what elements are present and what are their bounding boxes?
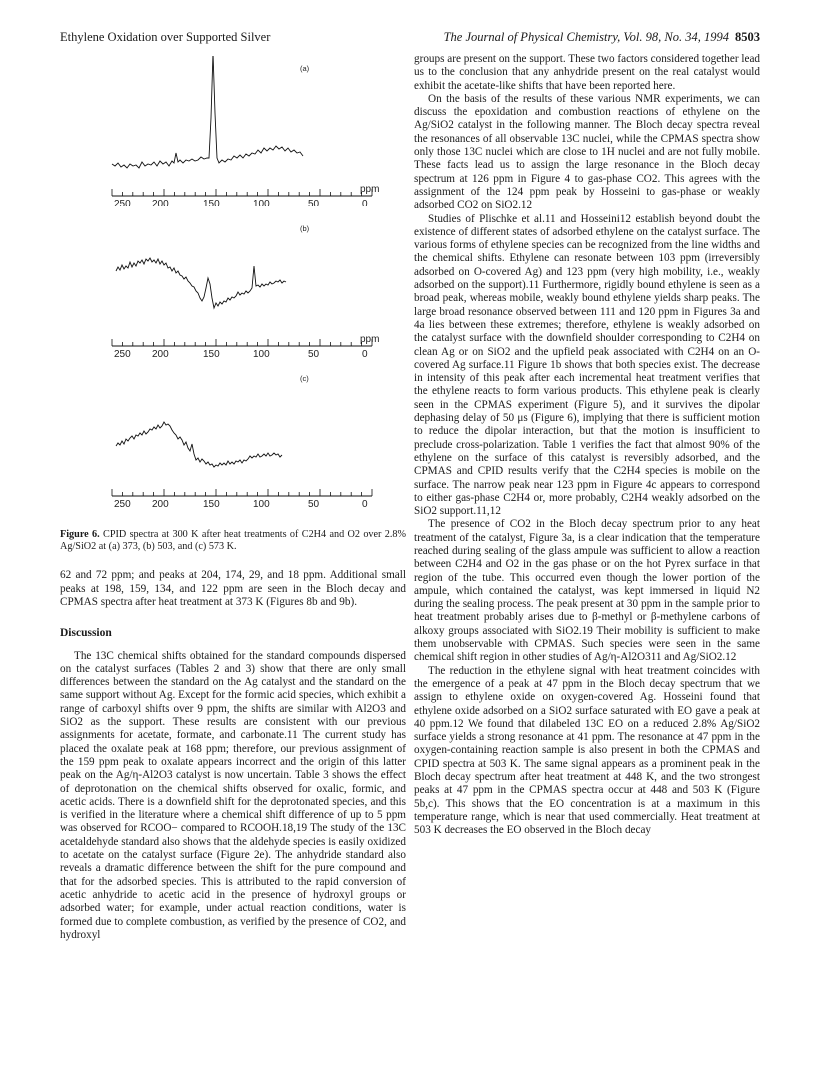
paragraph-1: groups are present on the support. These two factors considered together lead us to the conclusion that any anhydride present on the real catalyst would exhibit the acetate-like shifts that have been reported here. (414, 53, 760, 92)
tick-marks-c (112, 489, 372, 496)
panel-label-a: (a) (300, 64, 310, 73)
tick-label: 200 (152, 349, 169, 360)
tick-label: 50 (308, 199, 320, 206)
tick-label: 0 (362, 199, 368, 206)
spectrum-panel-a (60, 56, 406, 206)
journal-citation (444, 30, 760, 45)
running-header (60, 30, 760, 46)
tick-label: 250 (114, 349, 131, 360)
axis-unit-b: ppm (360, 334, 380, 345)
tick-label: 250 (114, 199, 131, 206)
tick-marks-a (112, 189, 372, 196)
spectrum-axis-c (60, 476, 406, 526)
running-title: Ethylene Oxidation over Supported Silver (60, 30, 271, 44)
spectrum-trace-a (112, 56, 303, 168)
tick-label: 150 (203, 499, 220, 510)
tick-labels-a (114, 199, 368, 206)
paragraph-5: The reduction in the ethylene signal with heat treatment coincides with the emergence of a peak at 47 ppm in the Bloch decay spectrum that we assign to ethylene oxide on oxygen-covered Ag. Hosseini found that ethylene oxide adsorbed on a SiO2 surface saturated with EO gave a peak at 40 ppm.12 We found that dilabeled 13C EO on a reduced 2.8% Ag/SiO2 surface yields a strong resonance at 41 ppm. The resonance at 47 ppm in the oxygen-containing reaction sample is also present in both the CPMAS and CPID spectra at 503 K. The same signal appears as a prominent peak in the Bloch decay spectrum after heat treatment at 448 K, and the two strongest peaks at 47 ppm in the CPMAS spectra occur at 448 and 503 K (Figure 5b,c). This shows that the EO concentration is at a maximum in this temperature range, which is near that used commercially. Heat treatment at 503 K decreases the EO observed in the Bloch decay (414, 664, 760, 837)
panel-label-b: (b) (300, 224, 310, 233)
tick-label: 50 (308, 499, 320, 510)
paragraph-2: On the basis of the results of these various NMR experiments, we can discuss the epoxidation and combustion reactions of ethylene on the Ag/SiO2 catalyst in the following manner. The Bloch decay spectra reveal the resonances of all observable 13C nuclei, while the CPMAS spectra show only those 13C nuclei which are close to 1H nuclei and are not fully mobile. These facts lead us to assign the large resonance in the Bloch decay spectrum at 126 ppm in Figure 4 to gas-phase CO2. This agrees with the assignment of the 124 ppm peak by Hosseini to gas-phase or weakly adsorbed CO2 on SiO2.12 (414, 92, 760, 212)
discussion-paragraph-1: The 13C chemical shifts obtained for the standard compounds dispersed on the catalyst surfaces (Tables 2 and 3) show that there are only small differences between the standard on the Ag catalyst and the standard on the same support without Ag. Except for the formic acid species, which exhibit a range of carboxyl shifts over 9 ppm, the shifts are similar with Al2O3 and SiO2 as the support. These results are consistent with our previous assignments for acetate, formate, and carbonate.11 The current study has placed the oxalate peak at 168 ppm; therefore, our previous assignment of the 159 ppm peak to oxalate appears incorrect and the origin of this latter peak on the Ag/η-Al2O3 catalyst is now uncertain. Table 3 shows the effect of deprotonation on the chemical shifts observed for oxalic, formic, and acetic acids. There is a downfield shift for the deprotonated species, and this is verified in the literature where a chemical shift difference of up to 5 ppm was observed for RCOO− compared to RCOOH.18,19 The study of the 13C acetaldehyde standard also shows that the aldehyde species is easily oxidized to acetate on the catalyst surface (Figure 2e). The anhydride standard also reveals a dramatic difference between the shift for the pure compound and that for the adsorbed species. This is attributed to the rapid conversion of acetic anhydride to acetic acid in the presence of hydroxyl groups or adsorbed water; for example, under actual reaction conditions, water is formed due to complete combustion, as verified by the presence of CO2, and hydroxyl (60, 649, 406, 941)
page-number: 8503 (735, 30, 760, 44)
tick-label: 50 (308, 349, 320, 360)
left-column (60, 56, 406, 942)
spectrum-trace-c (116, 422, 282, 467)
tick-label: 0 (362, 349, 368, 360)
tick-labels-c (114, 499, 368, 510)
caption-label: Figure 6. (60, 529, 100, 540)
section-heading: Discussion (60, 627, 112, 640)
tick-label: 100 (253, 199, 270, 206)
caption-text: CPID spectra at 300 K after heat treatments of C2H4 and O2 over 2.8% Ag/SiO2 at (a) 373, (b) 503, and (c) 573 K. (60, 529, 406, 553)
paragraph-3: Studies of Plischke et al.11 and Hosseini12 establish beyond doubt the existence of different states of adsorbed ethylene on the catalyst surface. The various forms of ethylene species can be recognized from the line widths and the chemical shifts. Ethylene can resonate between 103 ppm (irreversibly adsorbed on O-covered Ag) and 123 ppm (very high mobility, i.e., weakly adsorbed on the support).11 Furthermore, rigidly bound ethylene is seen as a broad peak, whereas mobile, weakly bound ethylene yields sharp peaks. The large broad resonance observed between 111 and 120 ppm in Figures 3a and 4a lies between these extremes; therefore, ethylene is weakly adsorbed on the catalyst surface with the downfield shoulder corresponding to C2H4 on clean Ag or on SiO2 and the upfield peak associated with C2H4 on an O-covered Ag surface.11 Figure 1b shows that both species exist. The decrease in intensity of this peak after each incremental heat treatment verifies that the ethylene reacts to form various products. This ethylene peak is clearly seen in the CPMAS experiment (Figure 5), and it survives the dipolar dephasing delay of 50 μs (Figure 6), implying that there is sufficient motion to reduce the dipolar interaction, but that the motion is insufficient to preclude cross-polarization. Table 1 verifies the fact that almost 90% of the ethylene on the surface of this catalyst is reversibly adsorbed, and the CPMAS and CPID results verify that the C2H4 species is mobile on the surface. The narrow peak near 123 ppm in Figure 4c appears to correspond to either gas-phase C2H4 or, more probably, C2H4 weakly adsorbed on the SiO2 support.11,12 (414, 212, 760, 518)
tick-label: 100 (253, 349, 270, 360)
tick-label: 0 (362, 499, 368, 510)
paragraph-continued: 62 and 72 ppm; and peaks at 204, 174, 29, and 18 ppm. Additional small peaks at 198, 159, 134, and 122 ppm are seen in the Bloch decay and CPMAS spectra after heat treatment at 373 K (Figures 8b and 9b). (60, 569, 406, 608)
tick-label: 100 (253, 499, 270, 510)
tick-label: 150 (203, 349, 220, 360)
spectrum-panel-b (60, 216, 406, 366)
tick-label: 200 (152, 199, 169, 206)
tick-label: 200 (152, 499, 169, 510)
right-column (414, 53, 760, 838)
tick-label: 250 (114, 499, 131, 510)
tick-marks-b (112, 339, 372, 346)
tick-label: 150 (203, 199, 220, 206)
spectrum-trace-b (116, 258, 286, 308)
figure-6 (60, 56, 406, 523)
paragraph-4: The presence of CO2 in the Bloch decay spectrum prior to any heat treatment of the catalyst, Figure 3a, is a clear indication that the temperature reached during sealing of the glass ampule was sufficient to allow a reaction between C2H4 and O2 in the gas phase or on the hot Pyrex surface in that region of the tube. This occurred even though the lower portion of the ampule, which contained the catalyst, was kept immersed in liquid N2 during the sealing process. The peak present at 30 ppm in the sample prior to heat treatment probably arises due to β-methyl or β-methylene carbons of alkoxy groups associated with SiO2.19 Their mobility is sufficient to make them unobservable with CPMAS. Such species were seen in the same chemical shift region in other studies of Ag/η-Al2O311 and Ag/SiO2.12 (414, 518, 760, 664)
journal-name: The Journal of Physical Chemistry, Vol. 98, No. 34, 1994 (443, 30, 729, 44)
tick-labels-b (114, 349, 368, 360)
axis-unit-a: ppm (360, 184, 380, 195)
panel-label-c: (c) (300, 374, 309, 383)
figure-caption (60, 529, 406, 553)
